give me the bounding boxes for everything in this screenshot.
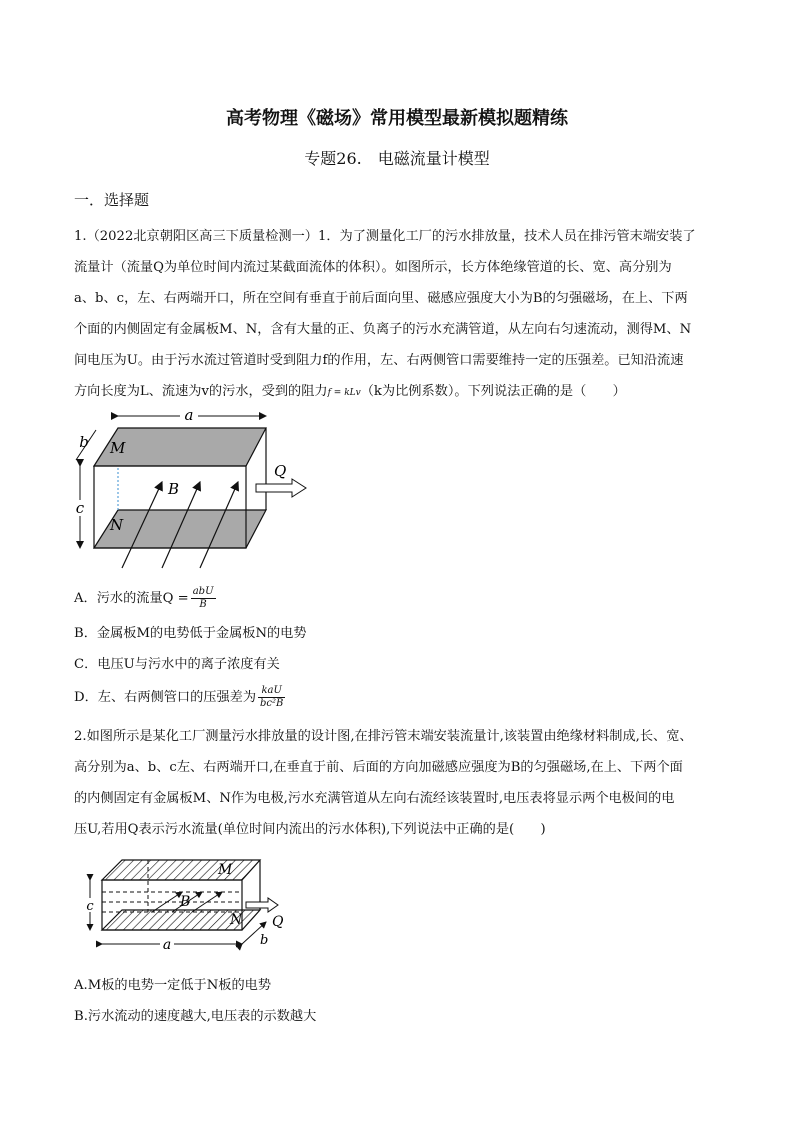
q2-line-1: 2.如图所示是某化工厂测量污水排放量的设计图,在排污管末端安装流量计,该装置由绝缘材料制成,长、宽、 [74, 729, 693, 744]
q1-label-b: b [79, 433, 89, 451]
q2-top-plate [102, 860, 260, 880]
q2-label-Q: Q [272, 914, 284, 930]
section-heading: 一．选择题 [74, 191, 150, 209]
q2-figure [82, 852, 292, 958]
q1-line-3: a、b、c，左、右两端开口，所在空间有垂直于前后面向里、磁感应强度大小为B的匀强磁场，在上、下两 [74, 291, 688, 306]
q2-label-b: b [260, 933, 269, 948]
q2-label-M: M [218, 862, 233, 878]
q1-option-a: A．污水的流量Q = $\frac{\text{abU}}{B}$ [74, 586, 214, 610]
q2-label-B: B [180, 894, 191, 910]
q2-label-N: N [230, 912, 243, 928]
formula-f: f = kLv [327, 388, 361, 398]
q2-label-a: a [162, 937, 172, 953]
q2-line-4: 压U,若用Q表示污水流量(单位时间内流出的污水体积),下列说法中正确的是( ) [74, 822, 546, 837]
q1-option-b: B．金属板M的电势低于金属板N的电势 [74, 626, 307, 641]
q2-option-a: A.M板的电势一定低于N板的电势 [74, 978, 272, 993]
q1-line-6-head: 方向长度为L、流速为v的污水，受到的阻力 [74, 384, 328, 399]
page-title: 高考物理《磁场》常用模型最新模拟题精练 [226, 108, 568, 129]
q2-line-3: 的内侧固定有金属板M、N作为电极,污水充满管道从左向右流经该装置时,电压表将显示两个电极间的电 [74, 791, 675, 806]
q1-label-M: M [110, 439, 126, 457]
q1-line-1: 1.（2022北京朝阳区高三下质量检测一）1．为了测量化工厂的污水排放量，技术人员在排污管末端安装了 [74, 229, 696, 244]
q1-label-B: B [168, 480, 180, 498]
q2-label-c: c [86, 899, 94, 914]
q1-line-4: 个面的内侧固定有金属板M、N，含有大量的正、负离子的污水充满管道，从左向右匀速流动，测得M、N [74, 322, 692, 337]
q1-line-5: 间电压为U。由于污水流过管道时受到阻力f的作用，左、右两侧管口需要维持一定的压强差。已知沿流速 [74, 353, 684, 368]
q1-label-c: c [75, 499, 85, 517]
q2-line-2: 高分别为a、b、c左、右两端开口,在垂直于前、后面的方向加磁感应强度为B的匀强磁场,在上、下两个面 [74, 760, 683, 775]
q1-label-Q: Q [274, 462, 287, 480]
q1-option-c: C．电压U与污水中的离子浓度有关 [74, 657, 280, 672]
page-subtitle: 专题26. 电磁流量计模型 [304, 149, 490, 168]
q1-label-a: a [184, 406, 194, 424]
q1-option-a-fraction: $\frac{\text{abU}}{B}$ [192, 586, 214, 610]
q1-option-d-fraction: $\frac{\text{kaU}}{\text{bc²B}}$ [260, 685, 284, 709]
q1-label-N: N [110, 516, 124, 534]
q2-option-b: B.污水流动的速度越大,电压表的示数越大 [74, 1009, 317, 1024]
q1-line-6-tail: （k为比例系数）。下列说法正确的是（ ） [360, 384, 626, 399]
q1-figure [70, 404, 320, 572]
q1-line-2: 流量计（流量Q为单位时间内流过某截面流体的体积）。如图所示，长方体绝缘管道的长、宽、高分别为 [74, 260, 672, 275]
q1-option-d: D．左、右两侧管口的压强差为 $\frac{\text{kaU}}{\text{bc²B}}$ [74, 685, 284, 709]
